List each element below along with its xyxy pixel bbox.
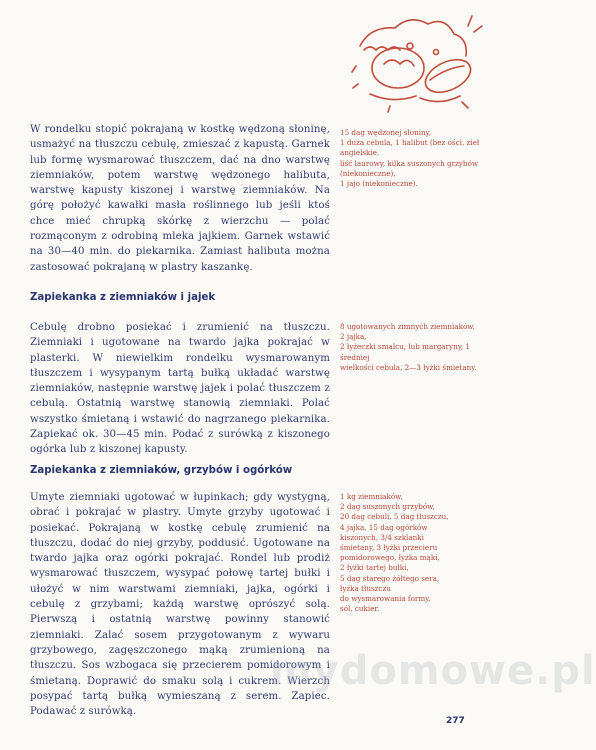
recipe-2-ingredients: 8 ugotowanych zimnych ziemniaków, 2 jajka, 2 łyżeczki smalcu, lub margaryny, 1 średniej wielkości cebula, 2—3 łyżki śmietany. [340, 322, 477, 372]
recipe-1-ingredients: 15 dag wędzonej słoniny, 1 duża cebula, 1 halibut (bez ości, zieł angielskie, liść laurowy, kilka suszonych grzybów (niekonieczne), 1 jajo (niekonieczne). [340, 128, 480, 189]
recipe-1-instructions: W rondelku stopić pokrajaną w kostkę wędzoną słoninę, usmażyć na tłuszczu cebulę, zmieszać z kapustą. Garnek lub formę wysmarować tłuszczem, dać na dno warstwę ziemniaków, potem warstwę wędzonego halibuta, warstwę kapusty kiszonej i warstwę ziemniaków. Na górę położyć kawałki masła roślinnego lub jeśli ktoś chce mieć chrupką skórkę z wierzchu — polać rozmąconym z odrobiną mleka jajkiem. Garnek wstawić na 30—40 min. do piekarnika. Zamiast halibuta można zastosować pokrajaną w plastry kaszankę. [30, 124, 330, 273]
recipe-2 [30, 320, 330, 458]
recipe-3-title: Zapiekanka z ziemniaków, grzybów i ogórków [30, 465, 293, 476]
recipe-3-instructions: Umyte ziemniaki ugotować w łupinkach; gdy wystygną, obrać i pokrajać w plastry. Umyte grzyby ugotować i posiekać. Pokrajaną w kostkę cebulę zrumienić na tłuszczu, dodać do niej grzyby, poddusić. Ugotowane na twardo jajka oraz ogórki pokrajać. Rondel lub prodiż wysmarować tłuszczem, wysypać połowę tartej bułki i ułożyć w nim warstwami ziemniaki, jajka, ogórki i cebulę z grzybami; każdą warstwę oprószyć solą. Pierwszą i ostatnią warstwę powinny stanowić ziemniaki. Zalać sosem przygotowanym z wywaru grzybowego, zagęszczonego mąką zrumienioną na tłuszczu. Sos wzbogaca się przecierem pomidorowym i śmietaną. Doprawić do smaku solą i cukrem. Wierzch posypać tartą bułką wymieszaną z serem. Zapiec. Podawać z surówką. [30, 492, 330, 718]
recipe-3-ingredients: 1 kg ziemniaków, 2 dag suszonych grzybów, 20 dag cebuli, 5 dag tłuszczu, 4 jajka, 15 dag ogórków kiszonych, 3/4 szklanki śmietany, 3 łyżki przecieru pomidorowego, łyżka mąki, 2 łyżki tartej bułki, 5 dag starego żółtego sera, łyżka tłuszczu do wysmarowania formy, sól, cukier. [340, 492, 449, 614]
recipe-2-instructions: Cebulę drobno posiekać i zrumienić na tłuszczu. Ziemniaki i ugotowane na twardo jajka pokrajać w plasterki. W niewielkim rondelku wysmarowanym tłuszczem i wysypanym tartą bułką układać warstwę ziemniaków, następnie warstwę jajek i polać tłuszczem z cebulą. Ostatnią warstwę stanowią ziemniaki. Polać wszystko śmietaną i wstawić do nagrzanego piekarnika. Zapiekać ok. 30—45 min. Podać z surówką z kiszonego ogórka lub z kiszonej kapusty. [30, 322, 330, 456]
vegetable-illustration [350, 6, 485, 116]
page-number: 277 [446, 716, 465, 726]
watermark: mydomowe.pl [270, 648, 596, 694]
recipe-1 [30, 122, 330, 275]
recipe-2-title: Zapiekanka z ziemniaków i jajek [30, 292, 216, 303]
